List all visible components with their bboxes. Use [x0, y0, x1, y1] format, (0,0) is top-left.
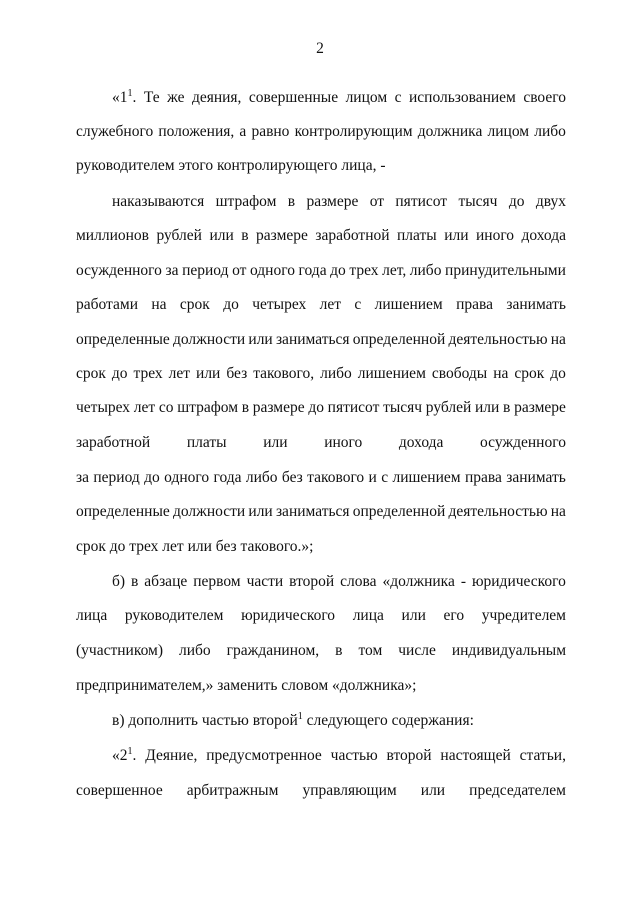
text-word: лет, [382, 262, 407, 279]
text-word: лицом [487, 123, 530, 140]
text-word: юридического [241, 607, 336, 624]
text-word: до [111, 365, 128, 382]
text-word: рублей [156, 227, 202, 244]
text-word: а [239, 123, 247, 140]
text-segment: «1 [112, 89, 128, 106]
text-word: период [93, 469, 140, 486]
text-word: года [213, 469, 242, 486]
text-word: или [196, 365, 221, 382]
text-word: или [263, 434, 288, 451]
text-line [76, 261, 566, 281]
text-line [112, 711, 566, 731]
text-word: или [420, 782, 446, 799]
text-word: на [493, 365, 509, 382]
text-word: пятисот [395, 193, 448, 210]
text-word: срок [514, 365, 545, 382]
superscript: 1 [127, 88, 133, 99]
text-word: либо [409, 262, 442, 279]
text-word: права [464, 469, 502, 486]
text-word: до [223, 296, 239, 313]
text-word: арбитражным [186, 782, 279, 799]
text-word: четырех [76, 399, 131, 416]
text-word: руководителем [124, 607, 224, 624]
text-word: в [241, 227, 249, 244]
text-word: части [246, 573, 284, 590]
text-line [76, 330, 566, 350]
text-word: лица [352, 607, 384, 624]
text-word: дохода [521, 227, 566, 244]
text-word: гражданином, [226, 642, 320, 659]
text-word: лишением [357, 365, 426, 382]
text-line: срок до трех лет или без такового.»; [76, 538, 314, 555]
text-word: положения, [158, 123, 235, 140]
text-word: частью [330, 747, 378, 764]
text-word: с [354, 296, 362, 313]
text-word: второй [289, 573, 335, 590]
text-word: управляющим [302, 782, 397, 799]
text-word: период [182, 262, 229, 279]
text-line [76, 226, 566, 246]
text-word: Те [143, 89, 160, 106]
text-word: иного [475, 227, 515, 244]
text-word: в [131, 573, 139, 590]
text-word: срок [179, 296, 210, 313]
superscript: 1 [127, 746, 133, 757]
superscript: 1 [297, 711, 303, 722]
text-word: заработной [76, 434, 151, 451]
text-word: либо [534, 123, 566, 140]
text-line [76, 468, 566, 488]
text-word: на [550, 331, 566, 348]
text-word: лет [133, 399, 156, 416]
text-word: до [330, 262, 346, 279]
text-word: учредителем [481, 607, 566, 624]
text-word: размере [256, 227, 308, 244]
text-word: платы [186, 434, 227, 451]
text-word: определенной [352, 331, 446, 348]
text-word: и [368, 469, 377, 486]
text-word: без [281, 469, 303, 486]
text-line: руководителем этого контролирующего лица, - [76, 157, 386, 174]
text-word: принудительными [445, 262, 566, 279]
text-word: слова [340, 573, 377, 590]
text-line [112, 572, 566, 592]
text-word: осужденного [76, 262, 162, 279]
text-word: б) [112, 573, 126, 590]
text-word: платы [397, 227, 437, 244]
text-word: или [444, 227, 469, 244]
text-word: срок [76, 365, 106, 382]
text-word: числе [398, 642, 436, 659]
text-word: занимать [506, 469, 566, 486]
text-word: в [287, 193, 296, 210]
text-word: или [248, 331, 273, 348]
text-word: до [308, 399, 324, 416]
text-word: совершенные [248, 89, 339, 106]
text-word: заниматься [275, 503, 350, 520]
text-line [76, 502, 566, 522]
text-word: или [209, 227, 234, 244]
text-line [76, 295, 566, 315]
text-line: предпринимателем,» заменить словом «должника»; [76, 677, 417, 694]
text-word: на [550, 503, 566, 520]
text-word: первом [193, 573, 241, 590]
text-word: контролирующим [294, 123, 413, 140]
text-word: за [165, 262, 179, 279]
text-word: определенные [76, 503, 170, 520]
text-word: такового [307, 469, 365, 486]
text-line [76, 781, 566, 801]
text-word: использованием [408, 89, 516, 106]
text-word: должности [172, 331, 246, 348]
text-word: лишением [392, 469, 461, 486]
text-word: либо [320, 365, 352, 382]
text-word: рублей [425, 399, 472, 416]
text-line [112, 746, 566, 766]
text-line [76, 433, 566, 453]
text-word: лет [319, 296, 341, 313]
text-line [112, 192, 566, 212]
text-word: или [248, 503, 273, 520]
text-word: штрафом [215, 193, 277, 210]
text-word: от [369, 193, 385, 210]
text-word: права [456, 296, 494, 313]
text-word: на [151, 296, 167, 313]
text-word: миллионов [76, 227, 149, 244]
text-word: Деяние, [145, 747, 198, 764]
text-word: лицом [345, 89, 388, 106]
text-word: до [508, 193, 525, 210]
text-word: до [550, 365, 566, 382]
text-word: лет [168, 365, 191, 382]
text-word: статьи, [519, 747, 566, 764]
text-word: четырех [252, 296, 307, 313]
text-word: в [335, 642, 343, 659]
text-word: - [460, 573, 466, 590]
text-word: лица [76, 607, 108, 624]
text-word: деятельностью [448, 503, 548, 520]
text-word: либо [178, 642, 211, 659]
text-word: должника [417, 123, 483, 140]
text-word [112, 746, 136, 766]
text-line [76, 606, 566, 626]
text-word: «должника [382, 573, 455, 590]
text-line [76, 641, 566, 661]
text-word: с [394, 89, 402, 106]
page-number: 2 [316, 40, 324, 57]
text-word: том [358, 642, 383, 659]
text-word: его [443, 607, 465, 624]
text-word: свободы [431, 365, 488, 382]
text-word: второй [386, 747, 432, 764]
text-word: предусмотренное [206, 747, 322, 764]
text-word: абзаце [144, 573, 188, 590]
text-word: определенные [76, 331, 170, 348]
text-word: иного [324, 434, 363, 451]
text-word: работами [76, 296, 139, 313]
text-word: трех [133, 365, 163, 382]
text-word: юридического [471, 573, 566, 590]
text-word: занимать [506, 296, 566, 313]
text-segment: в) дополнить частью второй [112, 712, 298, 729]
text-word: индивидуальным [451, 642, 566, 659]
text-word: трех [349, 262, 379, 279]
text-line [76, 398, 566, 418]
text-word: осужденного [480, 434, 566, 451]
text-word: равно [251, 123, 290, 140]
text-word: служебного [76, 123, 154, 140]
text-word: до [144, 469, 160, 486]
text-word: двух [535, 193, 566, 210]
text-word: тысяч [383, 399, 423, 416]
text-word: размере [252, 399, 305, 416]
text-word: одного [164, 469, 210, 486]
text-word: тысяч [458, 193, 498, 210]
text-word: заниматься [275, 331, 350, 348]
text-word: или [401, 607, 426, 624]
text-word: должности [172, 503, 246, 520]
text-word: размере [514, 399, 566, 416]
text-word: же [167, 89, 185, 106]
text-word: одного [249, 262, 295, 279]
text-word: деяния, [191, 89, 242, 106]
text-word: лишением [374, 296, 443, 313]
text-word: такового, [253, 365, 315, 382]
text-word: с [381, 469, 389, 486]
text-word: размере [306, 193, 359, 210]
text-word: деятельностью [448, 331, 548, 348]
text-word: без [226, 365, 248, 382]
text-segment: . [132, 89, 137, 106]
text-word: штрафом [177, 399, 239, 416]
text-segment: следующего содержания: [302, 712, 474, 729]
text-word: пятисот [327, 399, 380, 416]
text-segment: . [132, 747, 137, 764]
text-word: года [298, 262, 327, 279]
text-word: со [158, 399, 174, 416]
text-word: наказываются [112, 193, 205, 210]
text-word: своего [523, 89, 566, 106]
text-word: определенной [352, 503, 446, 520]
text-word: дохода [398, 434, 444, 451]
text-word: настоящей [440, 747, 511, 764]
text-line [76, 364, 566, 384]
text-word: председателем [469, 782, 566, 799]
text-line [112, 88, 566, 108]
text-line [76, 122, 566, 142]
text-word: в [503, 399, 511, 416]
text-word: совершенное [76, 782, 163, 799]
text-word: (участником) [76, 642, 163, 659]
text-segment: «2 [112, 747, 128, 764]
text-word: либо [245, 469, 278, 486]
text-word: от [232, 262, 247, 279]
text-word: или [475, 399, 500, 416]
text-word [112, 88, 136, 108]
text-word: за [76, 469, 90, 486]
text-word: заработной [315, 227, 390, 244]
text-word: в [241, 399, 250, 416]
